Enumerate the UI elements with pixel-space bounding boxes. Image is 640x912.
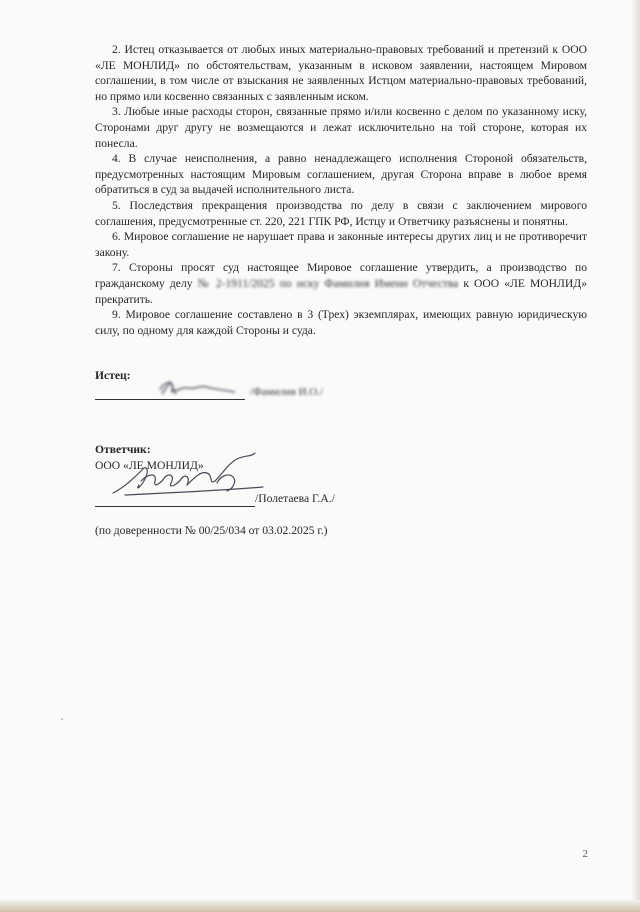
power-of-attorney: (по доверенности № 00/25/034 от 03.02.2025 г.) [95,523,328,537]
paragraph-7 [95,260,587,307]
page-right-edge [632,0,640,912]
paragraph-3: 3. Любые иные расходы сторон, связанные прямо и/или косвенно с делом по указанному иску, Сторонами друг другу не возмещаются и лежат исключительно на той стороне, которая их понесла. [95,105,587,150]
paragraph-7-end: к ООО «ЛЕ МОНЛИД» прекратить. [95,276,587,306]
paragraph-5: 5. Последствия прекращения производства по делу в связи с заключением мирового соглашения, предусмотренные ст. 220, 221 ГПК РФ, Истцу и Ответчику разъяснены и понятны. [95,198,587,228]
paragraph-4: 4. В случае неисполнения, а равно ненадлежащего исполнения Стороной обязательств, предусмотренных настоящим Мировым соглашением, другая Сторона вправе в любое время обратиться в суд за выдачей исполнительного листа. [95,152,587,197]
scan-speck [61,718,63,720]
paragraph-9: 9. Мировое соглашение составлено в 3 (Трех) экземплярах, имеющих равную юридическую силу, по одному для каждой Стороны и суда. [95,308,587,337]
defendant-company: ООО «ЛЕ МОНЛИД» [95,458,204,472]
page-number: 2 [582,848,588,860]
page-bottom-edge [0,900,640,912]
redacted-case-info: № 2-1911/2025 по иску Фамилия Имени Отчества [197,276,459,290]
agreement-body [95,42,587,338]
plaintiff-signature-icon [140,376,240,402]
paragraph-6: 6. Мировое соглашение не нарушает права и законные интересы других лиц и не противоречит закону. [95,230,587,259]
plaintiff-label: Истец: [95,369,131,382]
defendant-signature-icon [105,447,270,505]
defendant-label: Ответчик: [95,443,151,456]
plaintiff-redacted-name: /Фамилия И.О./ [249,385,324,398]
paragraph-2: 2. Истец отказывается от любых иных материально-правовых требований и претензий к ООО «ЛЕ МОНЛИД» по обстоятельствам, указанным в исковом заявлении, настоящем Мировом соглашении, в том числе от взыскания не заявленных Истцом материально-правовых требований, но прямо или косвенно связанных с заявленным иском. [95,43,587,103]
paragraph-7-start: 7. Стороны просят суд настоящее Мировое соглашение утвердить, а производство по гражданскому делу [95,261,587,290]
defendant-name: /Полетаева Г.А./ [255,492,335,506]
